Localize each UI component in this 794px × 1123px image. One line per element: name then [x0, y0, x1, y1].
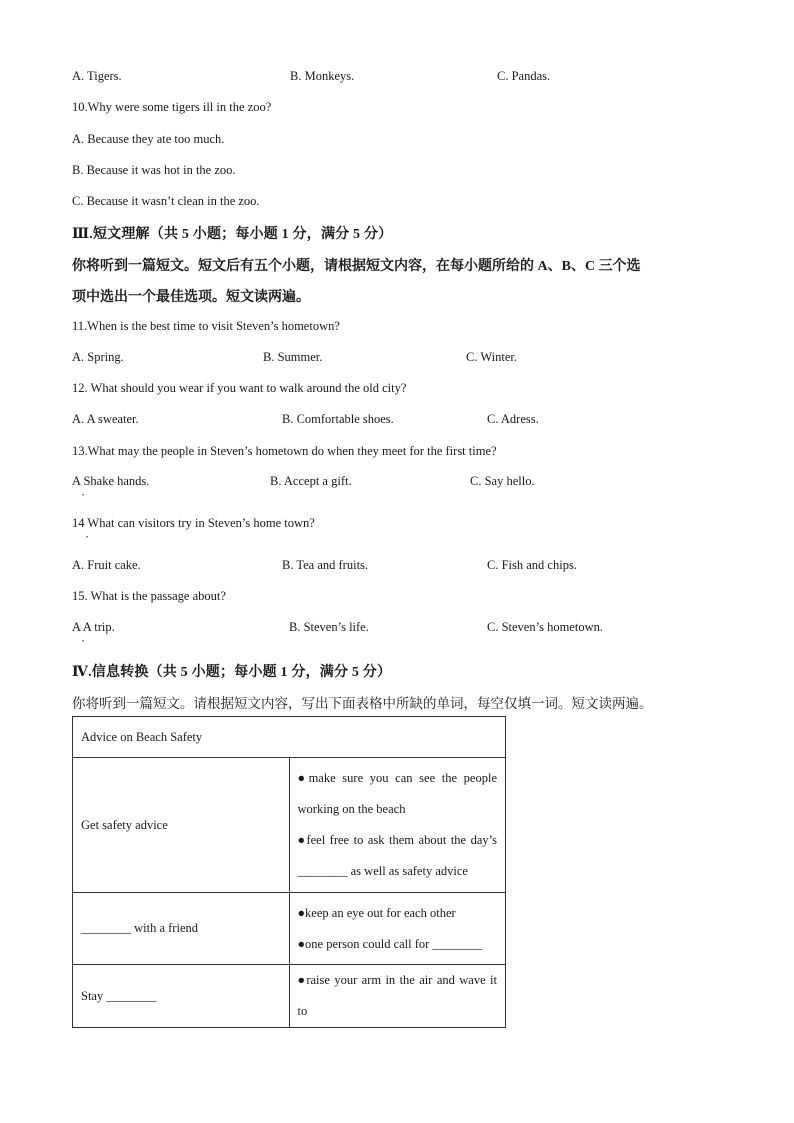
table-row: [73, 965, 506, 1028]
section3-instruction-2: 项中选出一个最佳选项。短文读两遍。: [72, 290, 310, 305]
table-line: ●make sure you can see the people: [297, 771, 497, 785]
q13-question: 13.What may the people in Steven’s hometown do when they meet for the first time?: [72, 444, 497, 458]
section4-heading: Ⅳ.信息转换（共 5 小题；每小题 1 分，满分 5 分）: [72, 665, 392, 680]
table-line: ●raise your arm in the air and wave it to: [297, 973, 497, 1018]
q9-option-b: B. Monkeys.: [290, 69, 355, 83]
q9-option-c: C. Pandas.: [497, 69, 551, 83]
table-row-content: [289, 965, 506, 1028]
beach-safety-table: [72, 716, 506, 1028]
q15-option-a: A A trip.: [72, 620, 115, 634]
q15-option-b: B. Steven’s life.: [289, 620, 369, 634]
q15-option-c: C. Steven’s hometown.: [487, 620, 603, 634]
section4-instruction: 你将听到一篇短文。请根据短文内容，写出下面表格中所缺的单词，每空仅填一词。短文读两遍。: [72, 696, 653, 711]
q12-question: 12. What should you wear if you want to walk around the old city?: [72, 381, 407, 395]
q11-question: 11.When is the best time to visit Steven’s hometown?: [72, 319, 340, 333]
table-line: ●feel free to ask them about the day’s: [297, 833, 497, 847]
q10-question: 10.Why were some tigers ill in the zoo?: [72, 100, 272, 114]
table-line: ________ as well as safety advice: [297, 864, 468, 878]
q10-option-c: C. Because it wasn’t clean in the zoo.: [72, 194, 260, 208]
table-row-label: ________ with a friend: [73, 893, 290, 965]
q14-option-b: B. Tea and fruits.: [282, 558, 369, 572]
q9-option-a: A. Tigers.: [72, 69, 122, 83]
table-row-content: [289, 893, 506, 965]
section3-instruction-1: 你将听到一篇短文。短文后有五个小题，请根据短文内容，在每小题所给的 A、B、C 三个选: [72, 259, 641, 274]
q14-question: 14 What can visitors try in Steven’s home town?: [72, 516, 315, 530]
stray-dot: •: [82, 639, 85, 645]
q12-option-c: C. Adress.: [487, 412, 539, 426]
table-row-label: Stay ________: [73, 965, 290, 1028]
q11-option-a: A. Spring.: [72, 350, 124, 364]
q15-question: 15. What is the passage about?: [72, 589, 226, 603]
stray-dot: •: [82, 493, 85, 499]
table-row: [73, 758, 506, 893]
table-row-label: Get safety advice: [73, 758, 290, 893]
q12-option-b: B. Comfortable shoes.: [282, 412, 394, 426]
q13-option-c: C. Say hello.: [470, 474, 535, 488]
q13-option-b: B. Accept a gift.: [270, 474, 352, 488]
table-line: ●one person could call for ________: [297, 936, 483, 951]
section3-heading: Ⅲ.短文理解（共 5 小题；每小题 1 分，满分 5 分）: [72, 227, 393, 242]
table-line: working on the beach: [297, 802, 406, 816]
q14-option-a: A. Fruit cake.: [72, 558, 141, 572]
q13-option-a: A Shake hands.: [72, 474, 150, 488]
q10-option-b: B. Because it was hot in the zoo.: [72, 163, 236, 177]
table-row-content: [289, 758, 506, 893]
q14-option-c: C. Fish and chips.: [487, 558, 577, 572]
q11-option-b: B. Summer.: [263, 350, 323, 364]
table-row: [73, 893, 506, 965]
q11-option-c: C. Winter.: [466, 350, 518, 364]
table-line: ●keep an eye out for each other: [297, 905, 456, 920]
q12-option-a: A. A sweater.: [72, 412, 139, 426]
table-title: Advice on Beach Safety: [73, 717, 506, 758]
q10-option-a: A. Because they ate too much.: [72, 132, 225, 146]
stray-dot: •: [86, 535, 89, 541]
